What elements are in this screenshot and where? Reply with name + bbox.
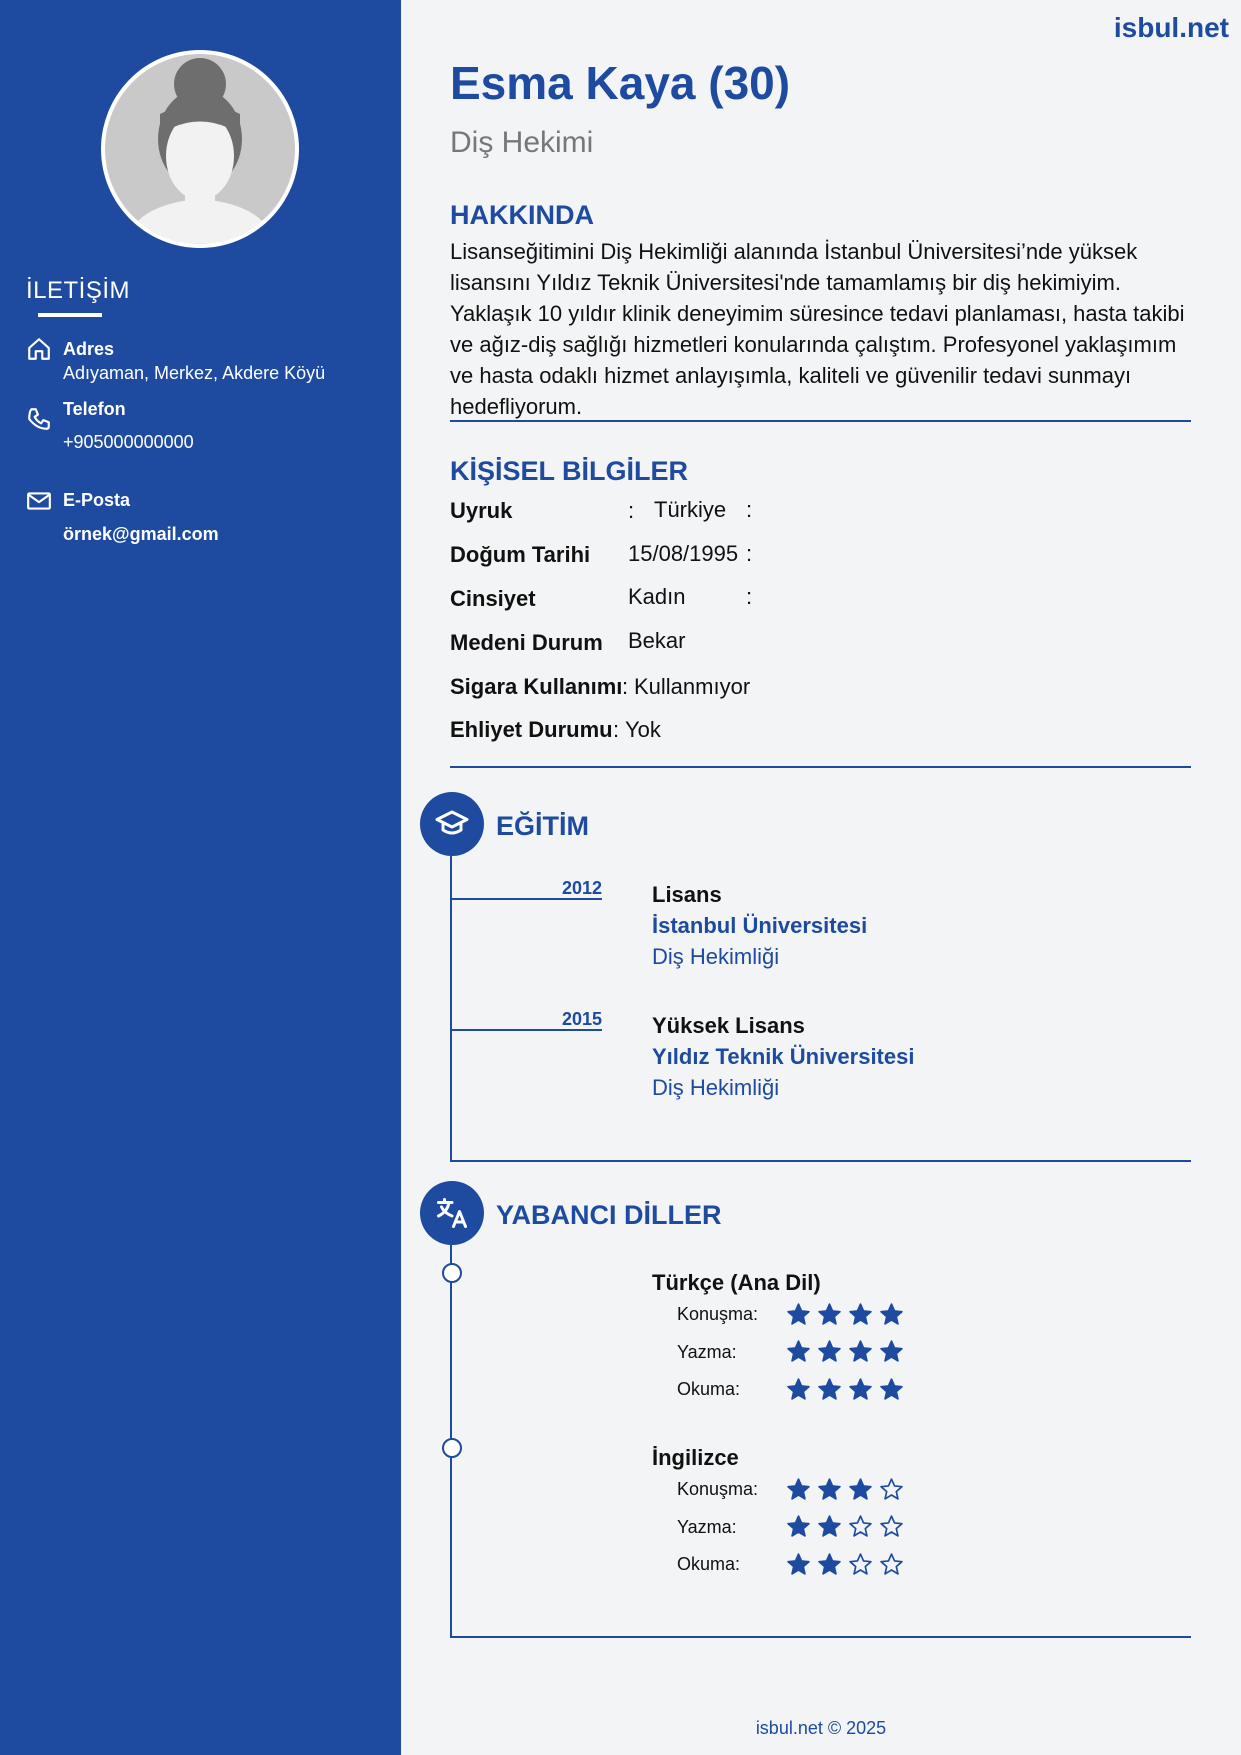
star-filled-icon <box>848 1339 873 1364</box>
star-empty-icon <box>848 1514 873 1539</box>
star-filled-icon <box>848 1377 873 1402</box>
star-filled-icon <box>879 1339 904 1364</box>
education-department: Diş Hekimliği <box>652 944 780 969</box>
star-filled-icon <box>817 1514 842 1539</box>
star-filled-icon <box>817 1552 842 1577</box>
personal-label: Ehliyet Durumu <box>450 717 613 742</box>
education-school: İstanbul Üniversitesi <box>652 913 868 938</box>
education-degree: Lisans <box>652 882 722 907</box>
user-silhouette-icon <box>105 54 295 244</box>
personal-value: 15/08/1995 <box>628 541 739 566</box>
star-rating <box>786 1552 910 1582</box>
address-label: Adres <box>63 339 115 359</box>
star-filled-icon <box>786 1514 811 1539</box>
star-filled-icon <box>879 1377 904 1402</box>
job-title: Diş Hekimi <box>450 126 594 159</box>
star-filled-icon <box>786 1302 811 1327</box>
education-heading: EĞİTİM <box>496 811 589 841</box>
avatar <box>101 50 299 248</box>
home-icon <box>26 336 52 362</box>
mail-icon <box>26 488 52 514</box>
divider <box>450 1636 1191 1638</box>
colon: : <box>746 497 753 522</box>
personal-value: Kullanmıyor <box>634 674 751 699</box>
personal-label: Sigara Kullanımı <box>450 674 623 699</box>
email-label: E-Posta <box>63 490 131 510</box>
personal-value: Kadın <box>628 584 686 609</box>
about-text: Lisanseğitimini Diş Hekimliği alanında İstanbul Üniversitesi’nde yüksek lisansını Yıldız Teknik Üniversitesi'nde tamamlamış bir diş hekimiyim. Yaklaşık 10 yıldır klinik deneyimim süresince tedavi planlaması, hasta takibi ve ağız-diş sağlığı hizmetleri konularında çalıştım. Profesyonel yaklaşımım ve hasta odaklı hizmet anlayışımla, kaliteli ve güvenilir tedavi sunmayı hedefliyorum. <box>450 239 1185 419</box>
language-name: Türkçe (Ana Dil) <box>652 1270 821 1295</box>
star-rating <box>786 1339 910 1369</box>
star-filled-icon <box>786 1339 811 1364</box>
divider <box>450 766 1191 768</box>
star-rating <box>786 1377 910 1407</box>
email-value[interactable]: örnek@gmail.com <box>63 524 219 544</box>
contact-heading-underline <box>38 313 102 317</box>
star-filled-icon <box>848 1302 873 1327</box>
star-filled-icon <box>786 1552 811 1577</box>
personal-value: Bekar <box>628 628 686 653</box>
personal-label: Doğum Tarihi <box>450 542 591 567</box>
person-name: Esma Kaya (30) <box>450 57 791 109</box>
phone-value[interactable]: +905000000000 <box>63 432 194 452</box>
skill-label: Okuma: <box>677 1379 741 1399</box>
personal-heading: KİŞİSEL BİLGİLER <box>450 456 689 486</box>
education-year: 2012 <box>561 878 602 898</box>
timeline-dot <box>442 1263 462 1283</box>
footer: isbul.net © 2025 <box>755 1718 887 1738</box>
star-filled-icon <box>817 1477 842 1502</box>
personal-label: Cinsiyet <box>450 586 536 611</box>
colon: : <box>622 674 629 699</box>
languages-heading: YABANCI DİLLER <box>496 1200 722 1230</box>
skill-label: Konuşma: <box>677 1479 759 1499</box>
personal-label: Uyruk <box>450 498 513 523</box>
education-degree: Yüksek Lisans <box>652 1013 805 1038</box>
personal-value: Yok <box>625 717 661 742</box>
star-filled-icon <box>786 1477 811 1502</box>
star-empty-icon <box>848 1552 873 1577</box>
star-filled-icon <box>879 1302 904 1327</box>
star-empty-icon <box>879 1552 904 1577</box>
star-filled-icon <box>848 1477 873 1502</box>
divider <box>450 1160 1191 1162</box>
contact-heading: İLETİŞİM <box>26 277 131 304</box>
star-empty-icon <box>879 1477 904 1502</box>
graduation-cap-icon <box>420 792 484 856</box>
star-filled-icon <box>817 1302 842 1327</box>
colon: : <box>613 717 620 742</box>
sidebar <box>0 0 401 1755</box>
personal-label: Medeni Durum <box>450 630 603 655</box>
star-empty-icon <box>879 1514 904 1539</box>
skill-label: Yazma: <box>677 1342 737 1362</box>
timeline-dot <box>442 1438 462 1458</box>
divider <box>450 420 1191 422</box>
language-name: İngilizce <box>652 1445 739 1470</box>
education-school: Yıldız Teknik Üniversitesi <box>652 1044 915 1069</box>
phone-label: Telefon <box>63 399 126 419</box>
phone-icon <box>26 406 52 432</box>
about-heading: HAKKINDA <box>450 200 594 230</box>
star-rating <box>786 1477 910 1507</box>
brand-logo[interactable]: isbul.net <box>1113 12 1229 43</box>
education-department: Diş Hekimliği <box>652 1075 780 1100</box>
colon: : <box>746 541 753 566</box>
personal-value: Türkiye <box>654 497 727 522</box>
address-value: Adıyaman, Merkez, Akdere Köyü <box>63 363 326 383</box>
star-rating <box>786 1514 910 1544</box>
star-rating <box>786 1302 910 1332</box>
skill-label: Okuma: <box>677 1554 741 1574</box>
colon: : <box>746 584 753 609</box>
skill-label: Yazma: <box>677 1517 737 1537</box>
colon: : <box>628 498 635 523</box>
translate-icon <box>420 1181 484 1245</box>
star-filled-icon <box>786 1377 811 1402</box>
skill-label: Konuşma: <box>677 1304 759 1324</box>
star-filled-icon <box>817 1339 842 1364</box>
education-year: 2015 <box>561 1009 602 1029</box>
star-filled-icon <box>817 1377 842 1402</box>
